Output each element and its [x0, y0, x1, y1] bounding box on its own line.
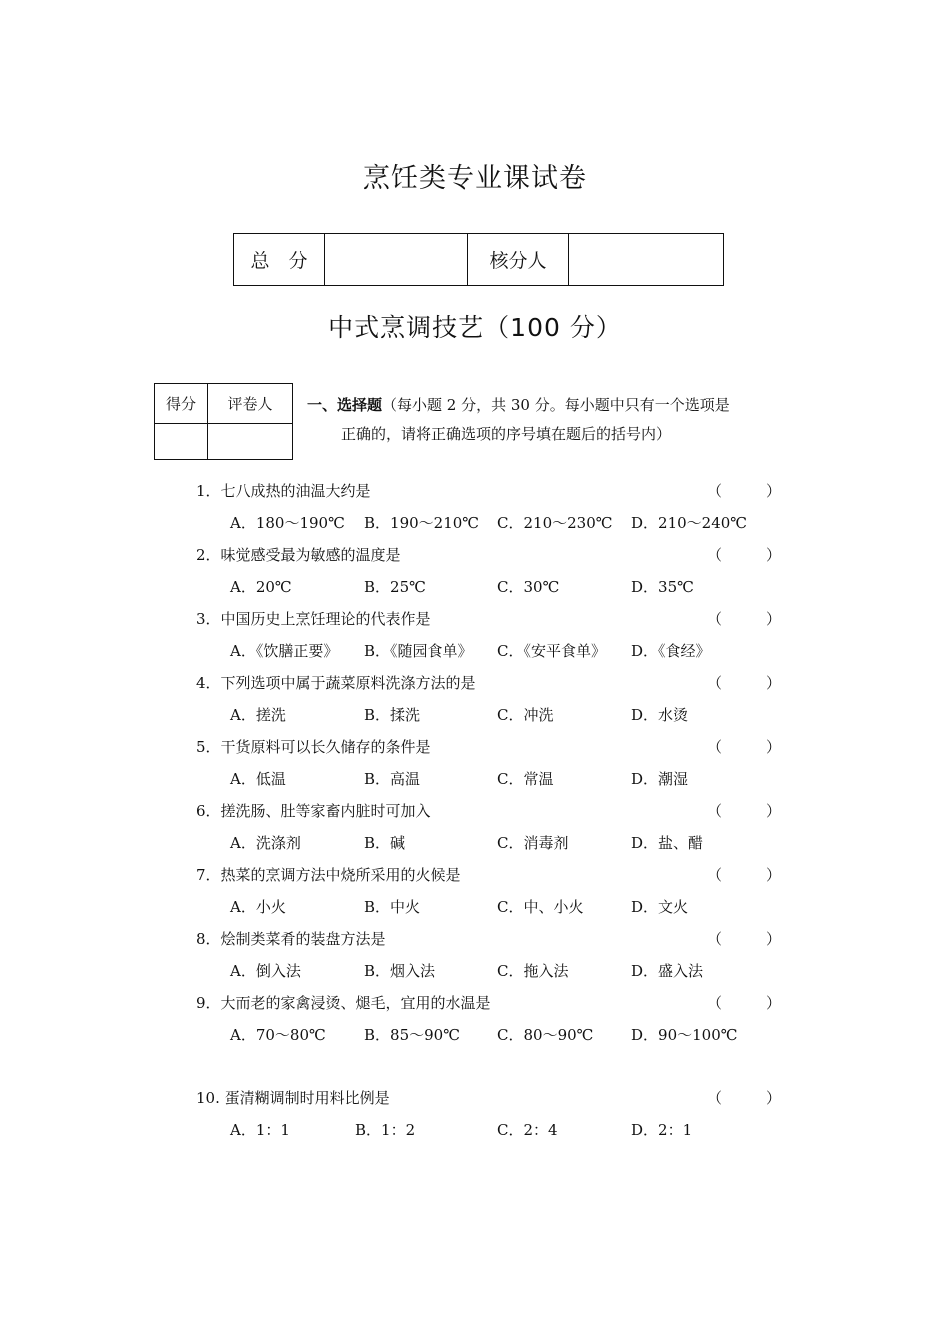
option-a: A．低温 [230, 770, 286, 788]
answer-paren-right[interactable]: ） [766, 994, 782, 1012]
question [196, 736, 782, 758]
answer-paren-right[interactable]: ） [766, 674, 782, 692]
section-subtitle: 中式烹调技艺（100 分） [328, 313, 622, 342]
question-text: 1．七八成热的油温大约是 [196, 482, 371, 500]
option-b: B．85～90℃ [364, 1026, 460, 1044]
answer-paren-right[interactable]: ） [766, 866, 782, 884]
option-a: A．20℃ [230, 578, 292, 596]
option-c: C．冲洗 [497, 706, 554, 724]
option-c: C．《安平食单》 [497, 642, 606, 660]
option-a: A．1：1 [230, 1121, 290, 1139]
answer-paren-left[interactable]: （ [707, 1089, 723, 1107]
option-b: B．高温 [364, 770, 421, 788]
option-row [230, 896, 790, 918]
question [196, 672, 782, 694]
question-text: 10. 蛋清糊调制时用料比例是 [196, 1089, 390, 1107]
question-text: 3．中国历史上烹饪理论的代表作是 [196, 610, 431, 628]
section-instructions [307, 391, 787, 449]
answer-paren-right[interactable]: ） [766, 482, 782, 500]
exam-title: 烹饪类专业课试卷 [363, 163, 587, 194]
option-d: D．盐、醋 [631, 834, 704, 852]
answer-paren-left[interactable]: （ [707, 546, 723, 564]
option-a: A．洗涤剂 [230, 834, 301, 852]
answer-paren-left[interactable]: （ [707, 866, 723, 884]
answer-paren-left[interactable]: （ [707, 738, 723, 756]
question-text: 9．大而老的家禽浸烫、煺毛，宜用的水温是 [196, 994, 491, 1012]
option-a: A．搓洗 [230, 706, 286, 724]
option-row [230, 512, 790, 534]
checker-label: 核分人 [468, 234, 569, 286]
answer-paren-left[interactable]: （ [707, 482, 723, 500]
question [196, 1087, 782, 1109]
answer-paren-left[interactable]: （ [707, 610, 723, 628]
question [196, 800, 782, 822]
option-b: B．揉洗 [364, 706, 421, 724]
question-text: 7．热菜的烹调方法中烧所采用的火候是 [196, 866, 461, 884]
option-row [230, 1024, 790, 1046]
option-d: D．水烫 [631, 706, 689, 724]
option-d: D．《食经》 [631, 642, 711, 660]
question [196, 480, 782, 502]
option-c: C．中、小火 [497, 898, 584, 916]
option-row [230, 576, 790, 598]
reviewer-cell[interactable] [208, 424, 293, 460]
total-score-cell[interactable] [325, 234, 468, 286]
option-c: C．消毒剂 [497, 834, 569, 852]
answer-paren-right[interactable]: ） [766, 930, 782, 948]
option-b: B．烟入法 [364, 962, 436, 980]
question [196, 544, 782, 566]
question-text: 5．干货原料可以长久储存的条件是 [196, 738, 431, 756]
question [196, 864, 782, 886]
instruction-line-1: （每小题 2 分，共 30 分。每小题中只有一个选项是 [382, 396, 730, 414]
question [196, 992, 782, 1014]
question [196, 928, 782, 950]
answer-paren-right[interactable]: ） [766, 738, 782, 756]
question-text: 4．下列选项中属于蔬菜原料洗涤方法的是 [196, 674, 476, 692]
option-row [230, 704, 790, 726]
option-a: A．小火 [230, 898, 286, 916]
option-d: D．盛入法 [631, 962, 704, 980]
grade-table [154, 383, 293, 460]
option-c: C．拖入法 [497, 962, 569, 980]
option-d: D．2：1 [631, 1121, 693, 1139]
score-cell[interactable] [155, 424, 208, 460]
option-row [230, 640, 790, 662]
answer-paren-left[interactable]: （ [707, 674, 723, 692]
reviewer-label: 评卷人 [208, 384, 293, 424]
option-c: C．30℃ [497, 578, 560, 596]
score-label: 得分 [155, 384, 208, 424]
answer-paren-right[interactable]: ） [766, 546, 782, 564]
option-b: B．《随园食单》 [364, 642, 473, 660]
question-text: 2．味觉感受最为敏感的温度是 [196, 546, 401, 564]
section-heading: 一、选择题 [307, 396, 383, 414]
option-d: D．潮湿 [631, 770, 689, 788]
option-a: A．《饮膳正要》 [230, 642, 339, 660]
question [196, 608, 782, 630]
instruction-line-2: 正确的，请将正确选项的序号填在题后的括号内） [341, 425, 672, 443]
option-row [230, 960, 790, 982]
total-score-table [233, 233, 724, 286]
option-c: C．2：4 [497, 1121, 558, 1139]
option-a: A．180～190℃ [230, 514, 345, 532]
option-c: C．80～90℃ [497, 1026, 594, 1044]
option-d: D．90～100℃ [631, 1026, 738, 1044]
option-row [230, 768, 790, 790]
option-d: D．210～240℃ [631, 514, 748, 532]
option-a: A．倒入法 [230, 962, 301, 980]
answer-paren-right[interactable]: ） [766, 802, 782, 820]
option-b: B．190～210℃ [364, 514, 480, 532]
option-row [230, 832, 790, 854]
option-b: B．1：2 [355, 1121, 416, 1139]
answer-paren-left[interactable]: （ [707, 802, 723, 820]
answer-paren-right[interactable]: ） [766, 1089, 782, 1107]
option-b: B．碱 [364, 834, 406, 852]
question-text: 8．烩制类菜肴的装盘方法是 [196, 930, 386, 948]
question-text: 6．搓洗肠、肚等家畜内脏时可加入 [196, 802, 431, 820]
checker-cell[interactable] [569, 234, 724, 286]
option-c: C．210～230℃ [497, 514, 613, 532]
option-d: D．文火 [631, 898, 689, 916]
option-b: B．中火 [364, 898, 421, 916]
option-row [230, 1119, 790, 1141]
option-a: A．70～80℃ [230, 1026, 326, 1044]
answer-paren-right[interactable]: ） [766, 610, 782, 628]
answer-paren-left[interactable]: （ [707, 994, 723, 1012]
answer-paren-left[interactable]: （ [707, 930, 723, 948]
option-b: B．25℃ [364, 578, 426, 596]
option-d: D．35℃ [631, 578, 694, 596]
total-score-label: 总 分 [234, 234, 325, 286]
option-c: C．常温 [497, 770, 554, 788]
